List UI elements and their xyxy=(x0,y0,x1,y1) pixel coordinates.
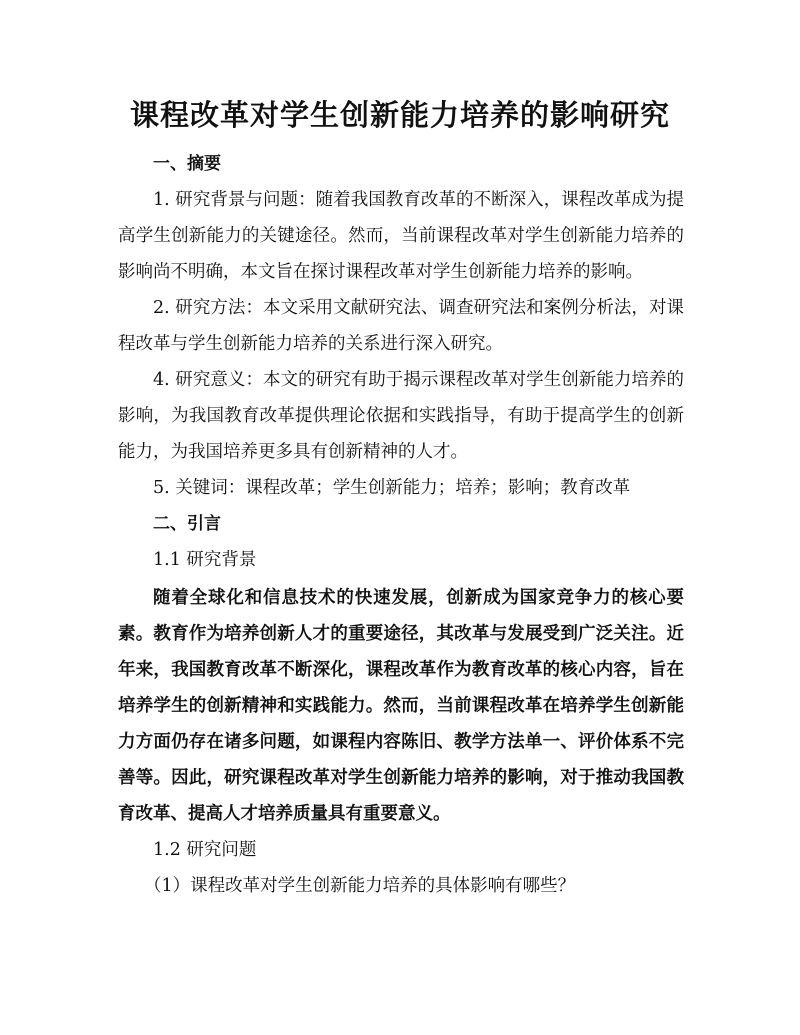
document-body xyxy=(118,146,684,904)
background-paragraph: 随着全球化和信息技术的快速发展，创新成为国家竞争力的核心要素。教育作为培养创新人才的重要途径，其改革与发展受到广泛关注。近年来，我国教育改革不断深化，课程改革作为教育改革的核心内容，旨在培养学生的创新精神和实践能力。然而，当前课程改革在培养学生创新能力方面仍存在诸多问题，如课程内容陈旧、教学方法单一、评价体系不完善等。因此，研究课程改革对学生创新能力培养的影响，对于推动我国教育改革、提高人才培养质量具有重要意义。 xyxy=(118,588,684,824)
section-heading-abstract: 一、摘要 xyxy=(153,154,221,174)
abstract-item-keywords: 5. 关键词：课程改革；学生创新能力；培养；影响；教育改革 xyxy=(153,478,631,498)
document-title: 课程改革对学生创新能力培养的影响研究 xyxy=(129,98,670,132)
subsection-heading-background: 1.1 研究背景 xyxy=(153,550,257,570)
abstract-item-significance: 4. 研究意义：本文的研究有助于揭示课程改革对学生创新能力培养的影响，为我国教育改革提供理论依据和实践指导，有助于提高学生的创新能力，为我国培养更多具有创新精神的人才。 xyxy=(118,370,684,462)
abstract-item-background: 1. 研究背景与问题：随着我国教育改革的不断深入，课程改革成为提高学生创新能力的关键途径。然而，当前课程改革对学生创新能力培养的影响尚不明确，本文旨在探讨课程改革对学生创新能力培养的影响。 xyxy=(118,190,684,282)
research-question-1: （1）课程改革对学生创新能力培养的具体影响有哪些？ xyxy=(144,876,576,896)
abstract-item-method: 2. 研究方法：本文采用文献研究法、调查研究法和案例分析法，对课程改革与学生创新能力培养的关系进行深入研究。 xyxy=(118,298,684,354)
section-heading-introduction: 二、引言 xyxy=(153,514,221,534)
subsection-heading-questions: 1.2 研究问题 xyxy=(153,840,257,860)
